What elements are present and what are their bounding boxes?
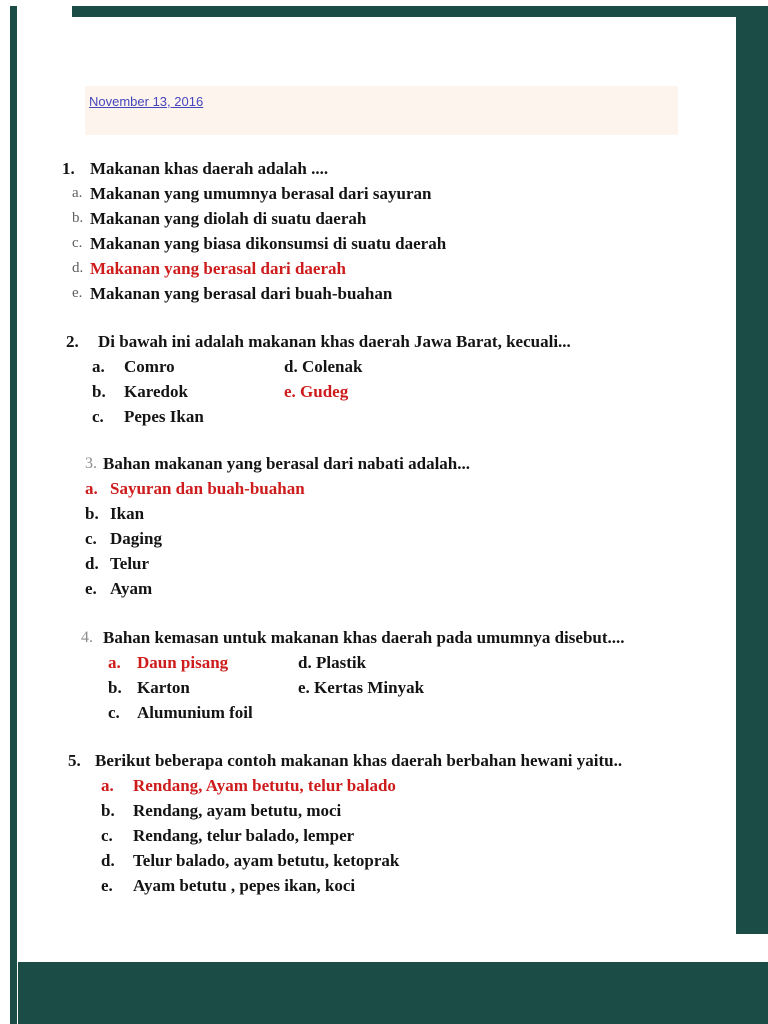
option-text: Colenak	[301, 357, 363, 376]
option-row	[0, 576, 740, 601]
option-row-answer	[0, 650, 740, 675]
question-number: 3.	[85, 455, 97, 472]
option-text: Telur balado, ayam betutu, ketoprak	[133, 851, 400, 870]
viewer-background-right	[736, 6, 768, 934]
option-letter: a.	[92, 357, 105, 376]
option-letter: b.	[108, 678, 122, 697]
option-row	[0, 181, 740, 206]
option-row-answer	[0, 256, 740, 281]
option-letter: c.	[92, 407, 104, 426]
option-letter: c.	[85, 529, 97, 548]
option-letter: b.	[92, 382, 106, 401]
option-text-answer: Rendang, Ayam betutu, telur balado	[133, 776, 396, 795]
option-text: Karedok	[124, 382, 188, 401]
question-4	[0, 625, 740, 725]
option-row	[0, 526, 740, 551]
option-text-answer: Sayuran dan buah-buahan	[110, 479, 305, 498]
option-text: Ikan	[110, 504, 145, 523]
date-header-bar	[85, 86, 678, 135]
date-link[interactable]: November 13, 2016	[89, 94, 204, 109]
question-line	[0, 625, 740, 650]
viewer-background-top	[72, 6, 768, 17]
question-number: 1.	[62, 159, 75, 178]
option-row	[0, 281, 740, 306]
option-letter: c.	[108, 703, 120, 722]
option-row	[0, 675, 740, 700]
option-text-answer: Makanan yang berasal dari daerah	[90, 259, 346, 278]
option-letter: d.	[101, 851, 115, 870]
option-text: Plastik	[315, 653, 367, 672]
option-letter: a.	[72, 185, 83, 201]
option-letter: b.	[72, 210, 84, 226]
question-text: Berikut beberapa contoh makanan khas daerah berbahan hewani yaitu..	[95, 751, 623, 770]
option-text: Alumunium foil	[137, 703, 253, 722]
option-letter: a.	[108, 653, 121, 672]
option-letter: a.	[85, 479, 98, 498]
option-text: Makanan yang umumnya berasal dari sayuran	[90, 184, 432, 203]
question-5	[0, 748, 740, 898]
option-row	[0, 379, 740, 404]
question-text: Bahan makanan yang berasal dari nabati adalah...	[103, 454, 471, 473]
option-text: Makanan yang berasal dari buah-buahan	[90, 284, 393, 303]
option-row	[0, 848, 740, 873]
option-row	[0, 700, 740, 725]
option-letter: d.	[72, 260, 84, 276]
option-text: Kertas Minyak	[314, 678, 425, 697]
option-row	[0, 551, 740, 576]
option-letter: d.	[284, 357, 298, 376]
question-1	[0, 156, 740, 306]
question-3	[0, 451, 740, 601]
option-row	[0, 823, 740, 848]
option-text-answer: Daun pisang	[137, 653, 229, 672]
option-letter: a.	[101, 776, 114, 795]
viewer-background-bottom	[18, 962, 768, 1024]
option-col2	[298, 675, 424, 700]
option-text-answer: Gudeg	[300, 382, 349, 401]
question-text: Makanan khas daerah adalah ....	[90, 159, 329, 178]
option-letter: d.	[298, 653, 312, 672]
question-number: 2.	[66, 332, 79, 351]
option-text: Makanan yang biasa dikonsumsi di suatu daerah	[90, 234, 447, 253]
option-text: Pepes Ikan	[124, 407, 204, 426]
question-text: Di bawah ini adalah makanan khas daerah Jawa Barat, kecuali...	[98, 332, 571, 351]
option-letter: b.	[101, 801, 115, 820]
question-2	[0, 329, 740, 429]
question-line	[0, 156, 740, 181]
option-letter: e.	[101, 876, 113, 895]
option-letter: b.	[85, 504, 99, 523]
question-number: 5.	[68, 751, 81, 770]
option-row-answer	[0, 476, 740, 501]
question-text: Bahan kemasan untuk makanan khas daerah pada umumnya disebut....	[103, 628, 625, 647]
option-letter: d.	[85, 554, 99, 573]
option-row	[0, 404, 740, 429]
option-text: Rendang, telur balado, lemper	[133, 826, 355, 845]
option-row	[0, 231, 740, 256]
option-letter: c.	[72, 235, 83, 251]
option-text: Rendang, ayam betutu, moci	[133, 801, 342, 820]
option-text: Ayam	[110, 579, 153, 598]
option-text: Daging	[110, 529, 162, 548]
option-letter: e.	[284, 382, 296, 401]
option-text: Telur	[110, 554, 150, 573]
option-letter: c.	[101, 826, 113, 845]
option-row	[0, 354, 740, 379]
option-letter: e.	[72, 285, 83, 301]
option-row	[0, 206, 740, 231]
question-line	[0, 329, 740, 354]
option-row	[0, 798, 740, 823]
option-text: Ayam betutu , pepes ikan, koci	[133, 876, 356, 895]
option-row-answer	[0, 773, 740, 798]
option-row	[0, 873, 740, 898]
question-line	[0, 748, 740, 773]
question-number: 4.	[81, 629, 93, 646]
option-letter: e.	[85, 579, 97, 598]
question-line	[0, 451, 740, 476]
option-col2	[298, 650, 366, 675]
option-text: Makanan yang diolah di suatu daerah	[90, 209, 367, 228]
option-col2-answer	[284, 379, 348, 404]
option-row	[0, 501, 740, 526]
option-text: Comro	[124, 357, 175, 376]
option-col2	[284, 354, 362, 379]
option-text: Karton	[137, 678, 190, 697]
option-letter: e.	[298, 678, 310, 697]
